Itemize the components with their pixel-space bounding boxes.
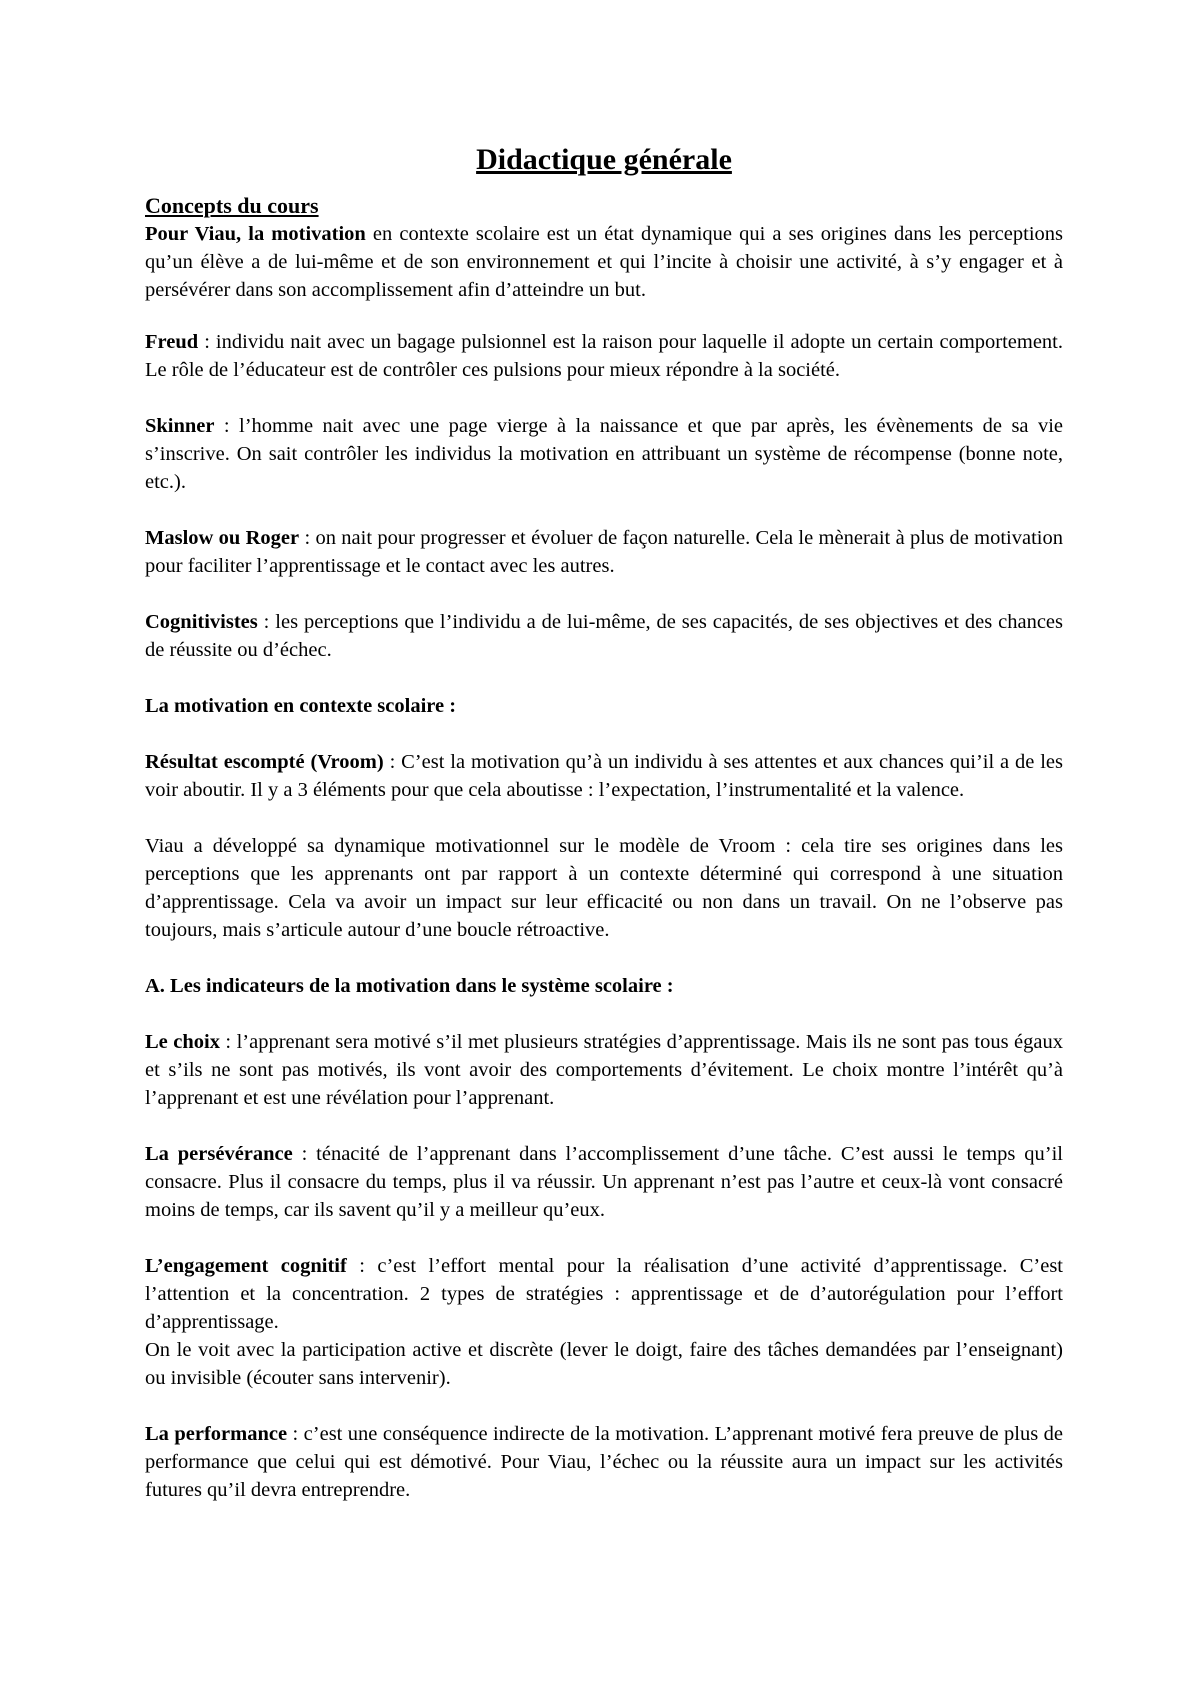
paragraph-text: : l’apprenant sera motivé s’il met plusieurs stratégies d’apprentissage. Mais ils ne sont pas tous égaux et s’ils ne sont pas motivés, ils vont avoir des comportements d’évitement. Le choix montre l’intérêt qu’à l’apprenant et est une révélation pour l’apprenant. — [145, 1031, 1063, 1109]
paragraph-engagement — [145, 1252, 1063, 1336]
paragraph-text: : on nait pour progresser et évoluer de façon naturelle. Cela le mènerait à plus de motivation pour faciliter l’apprentissage et le contact avec les autres. — [145, 527, 1063, 577]
paragraph-lead: Le choix — [145, 1031, 220, 1053]
paragraph-choix — [145, 1028, 1063, 1112]
paragraph-vroom — [145, 748, 1063, 804]
paragraph-text: : les perceptions que l’individu a de lui-même, de ses capacités, de ses objectives et des chances de réussite ou d’échec. — [145, 611, 1063, 661]
paragraph-text: : l’homme nait avec une page vierge à la naissance et que par après, les évènements de sa vie s’inscrive. On sait contrôler les individus la motivation en attribuant un système de récompense (bonne note, etc.). — [145, 415, 1063, 493]
section-subtitle: Concepts du cours — [145, 193, 319, 218]
paragraph-performance — [145, 1420, 1063, 1504]
paragraph-lead: La persévérance — [145, 1143, 293, 1165]
document-content — [145, 140, 1063, 1532]
paragraph-text: : C’est la motivation qu’à un individu à ses attentes et aux chances qui’il a de les voir aboutir. Il y a 3 éléments pour que cela aboutisse : l’expectation, l’instrumentalité et la valence. — [145, 751, 1064, 801]
paragraph-skinner — [145, 412, 1063, 496]
paragraph-freud — [145, 328, 1063, 384]
paragraph-maslow — [145, 524, 1063, 580]
paragraph-lead: La performance — [145, 1423, 288, 1445]
paragraph-perseverance — [145, 1140, 1063, 1224]
page-title: Didactique générale — [476, 143, 732, 176]
paragraph-text: : ténacité de l’apprenant dans l’accomplissement d’une tâche. C’est aussi le temps qu’il consacre. Plus il consacre du temps, plus il va réussir. Un apprenant n’est pas l’autre et ceux-là vont consacré moins de temps, car ils savent qu’il y a meilleur qu’eux. — [145, 1143, 1063, 1221]
paragraph-viau-definition — [145, 220, 1063, 304]
paragraph-participation: On le voit avec la participation active et discrète (lever le doigt, faire des tâches demandées par l’enseignant) ou invisible (écouter sans intervenir). — [145, 1339, 1063, 1389]
paragraph-text: : c’est l’effort mental pour la réalisation d’une activité d’apprentissage. C’est l’attention et la concentration. 2 types de stratégies : apprentissage et de d’autorégulation pour l’effort d’apprentissage. — [145, 1255, 1063, 1333]
heading-indicateurs: A. Les indicateurs de la motivation dans le système scolaire : — [145, 975, 674, 997]
paragraph-text: en contexte scolaire est un état dynamique qui a ses origines dans les perceptions qu’un élève a de lui-même et de son environnement et qui l’incite à choisir une activité, à s’y engager et à persévérer dans son accomplissement afin d’atteindre un but. — [145, 223, 1063, 301]
paragraph-lead: Pour Viau, la motivation — [145, 223, 366, 245]
paragraph-lead: Maslow ou Roger — [145, 527, 300, 549]
paragraph-lead: Freud — [145, 331, 199, 353]
paragraph-lead: Cognitivistes — [145, 611, 258, 633]
paragraph-text: : c’est une conséquence indirecte de la motivation. L’apprenant motivé fera preuve de plus de performance que celui qui est démotivé. Pour Viau, l’échec ou la réussite aura un impact sur les activités futures qu’il devra entreprendre. — [145, 1423, 1063, 1501]
paragraph-text: : individu nait avec un bagage pulsionnel est la raison pour laquelle il adopte un certain comportement. Le rôle de l’éducateur est de contrôler ces pulsions pour mieux répondre à la société. — [145, 331, 1063, 381]
paragraph-lead: Skinner — [145, 415, 215, 437]
paragraph-lead: Résultat escompté (Vroom) — [145, 751, 384, 773]
paragraph-lead: L’engagement cognitif — [145, 1255, 347, 1277]
heading-motivation-contexte: La motivation en contexte scolaire : — [145, 695, 457, 717]
paragraph-viau-dynamique: Viau a développé sa dynamique motivationnel sur le modèle de Vroom : cela tire ses origines dans les perceptions que les apprenants ont par rapport à un contexte déterminé qui correspond à une situation d’apprentissage. Cela va avoir un impact sur leur efficacité ou non dans un travail. On ne l’observe pas toujours, mais s’articule autour d’une boucle rétroactive. — [145, 835, 1063, 941]
paragraph-cognitivistes — [145, 608, 1063, 664]
